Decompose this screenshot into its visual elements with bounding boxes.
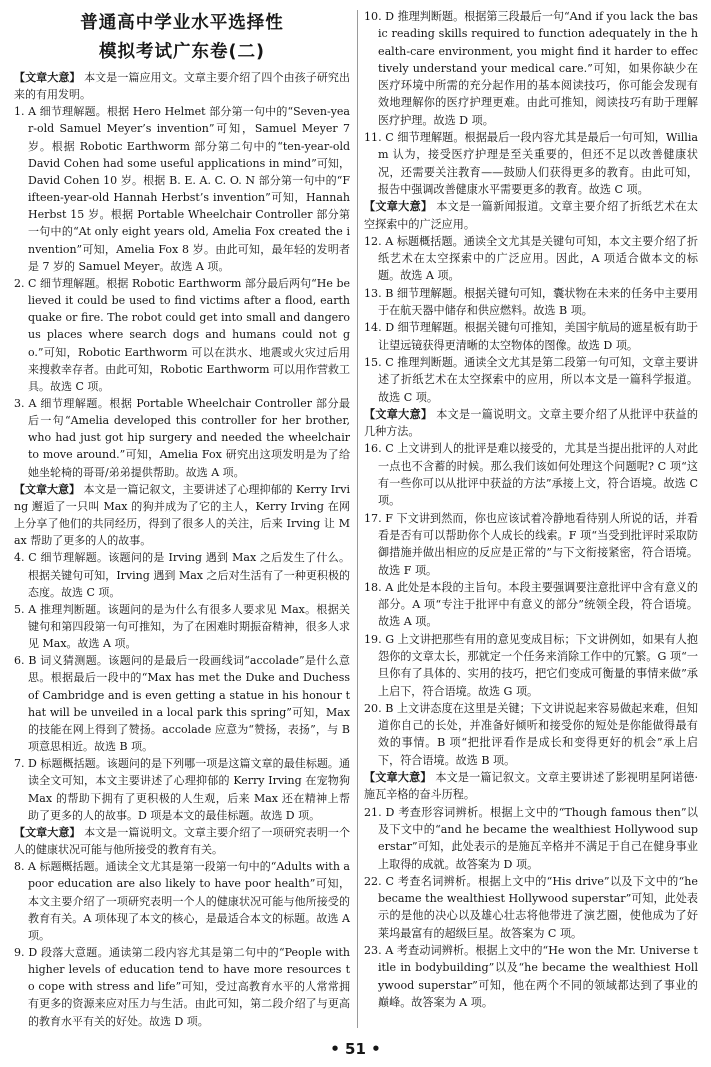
article-summary [14, 481, 350, 550]
explanation-text: 4. C 细节理解题。该题问的是 Irving 遇到 Max 之后发生了什么。根据关键句可知，Irving 遇到 Max 之后对生活有了一种更积极的态度。故选 C 项。 [14, 551, 350, 599]
answer-explanation [364, 631, 698, 700]
explanation-text: 15. C 推理判断题。通读全文尤其是第二段第一句可知，文章主要讲述了折纸艺术在太空探索中的应用，所以本文是一篇科学报道。故选 C 项。 [364, 355, 698, 404]
explanation-text: 18. A 此处是本段的主旨句。本段主要强调要注意批评中含有意义的部分。A 项“专注于批评中有意义的部分”统领全段，符合语境。故选 A 项。 [364, 580, 698, 629]
explanation-text: 23. A 考查动词辨析。根据上文中的“He won the Mr. Universe title in bodybuilding”以及“he became the wealthiest Hollywood superstar”可知，他在两个不同的领域都达到了事业的巅峰。故答案为 A 项。 [364, 944, 698, 1009]
answer-explanation [364, 8, 698, 129]
page-title-line-1: 普通高中学业水平选择性 [80, 13, 284, 33]
answer-explanation [364, 285, 698, 320]
answer-explanation [14, 549, 350, 600]
article-summary [14, 824, 350, 858]
answer-explanation [14, 275, 350, 395]
explanation-text: 9. D 段落大意题。通读第二段内容尤其是第二句中的“People with higher levels of education tend to have more resources to cope with stress and life”可知，受过高教育水平的人常常拥有更多的资源来应对压力与生活。由此可知，第二段介绍了与更高的教育水平有关的好处。故选 D 项。 [14, 945, 350, 1028]
column-divider [357, 10, 358, 1028]
explanation-text: 1. A 细节理解题。根据 Hero Helmet 部分第一句中的“Seven-year-old Samuel Meyer’s invention”可知，Samuel Meyer 7 岁。根据 Robotic Earthworm 部分第二句中的“ten-year-old David Cohen had some useful applications in mind”可知，David Cohen 10 岁。根据 B. E. A. C. O. N 部分第一句中的“Fifteen-year-old Hannah Herbst’s invention”可知，Hannah Herbst 15 岁。根据 Portable Wheelchair Controller 部分第一句中的“At only eight years old, Amelia Fox created the invention”可知，Amelia Fox 8 岁。由此可知，最年轻的发明者是 7 岁的 Samuel Meyer。故选 A 项。 [14, 105, 350, 273]
article-summary [364, 406, 698, 441]
answer-explanation [14, 858, 350, 944]
page-number: • 51 • [330, 1040, 381, 1058]
page-title-line-2: 模拟考试广东卷(二) [99, 42, 265, 62]
answer-explanation [364, 440, 698, 509]
summary-tag: 【文章大意】 [14, 825, 81, 839]
answer-explanation [14, 395, 350, 481]
explanation-text: 14. D 细节理解题。根据关键句可推知，美国宇航局的遮星板有助于让望远镜获得更清晰的太空物体的图像。故选 D 项。 [364, 321, 698, 352]
answer-explanation [364, 942, 698, 1011]
summary-tag: 【文章大意】 [14, 71, 81, 84]
answer-explanation [364, 319, 698, 354]
explanation-text: 2. C 细节理解题。根据 Robotic Earthworm 部分最后两句“He believed it could be used to find victims after a flood, earthquake or fire. The robot could get into small and dangerous places where search dogs and humans could not go.”可知，Robotic Earthworm 可以在洪水、地震或火灾过后用来搜救幸存者。由此可知，Robotic Earthworm 可以用作营救工具。故选 C 项。 [14, 276, 350, 393]
explanation-text: 20. B 上文讲态度在这里是关键；下文讲说起来容易做起来难，但知道你自己的长处，并准备好倾听和接受你的短处是你能做得最有效的事情。B 项“把批评看作是成长和变得更好的机会”承上启下，符合语境。故选 B 项。 [364, 701, 698, 767]
explanation-text: 10. D 推理判断题。根据第三段最后一句“And if you lack the basic reading skills required to function adequately in the health-care environment, you might find it harder to effectively understand your medical care.”可知，如果你缺少在医疗环境中所需的充分起作用的基本阅读技巧，你可能会发现有效地理解你的医疗护理更难。由此可推知，阅读技巧有助于理解医疗护理。故选 D 项。 [364, 10, 698, 127]
article-summary [364, 769, 698, 804]
answer-explanation [364, 233, 698, 285]
explanation-text: 16. C 上文讲到人的批评是难以接受的，尤其是当提出批评的人对此一点也不含蓄的时候。那么我们该如何处理这个问题呢? C 项“这有一些你可以从批评中获益的方法”承接上文，符合语境。故选 C 项。 [364, 442, 698, 508]
explanation-text: 22. C 考查名词辨析。根据上文中的“His drive”以及下文中的“he became the wealthiest Hollywood superstar”可知，此处表示的是他的决心以及雄心壮志将他带进了演艺圈，使他成为了好莱坞最富有的超级巨星。故答案为 C 项。 [364, 874, 698, 940]
answer-explanation [364, 510, 698, 579]
explanation-text: 3. A 细节理解题。根据 Portable Wheelchair Controller 部分最后一句“Amelia developed this controller for her brother, who had just got hip surgery and needed the wheelchair to move around.”可知，Amelia Fox 研究出这项发明是为了给她坐轮椅的哥哥/弟弟提供帮助。故选 A 项。 [14, 396, 350, 479]
explanation-text: 21. D 考查形容词辨析。根据上文中的“Though famous then”以及下文中的“and he became the wealthiest Hollywood superstar”可知，此处表示的是施瓦辛格并不满足于自己在健身事业上取得的成就。故答案为 D 项。 [364, 805, 698, 871]
answer-explanation [364, 129, 698, 198]
summary-tag: 【文章大意】 [364, 200, 433, 214]
summary-text: 本文是一篇说明文。文章主要介绍了一项研究表明一个人的健康状况可能与他所接受的教育有关。 [14, 825, 351, 857]
answer-explanation [14, 652, 350, 755]
summary-text: 本文是一篇说明文。文章主要介绍了从批评中获益的几种方法。 [364, 407, 698, 439]
left-column [14, 8, 350, 1030]
summary-text: 本文是一篇新闻报道。文章主要介绍了折纸艺术在太空探索中的广泛应用。 [364, 200, 698, 231]
answer-explanation [14, 944, 350, 1030]
explanation-text: 5. A 推理判断题。该题问的是为什么有很多人要求见 Max。根据关键句和第四段第一句可推知，为了在困难时期振奋精神，很多人求见 Max。故选 A 项。 [14, 602, 350, 651]
explanation-text: 8. A 标题概括题。通读全文尤其是第一段第一句中的“Adults with a poor education are also likely to have poor health”可知，本文主要介绍了一项研究表明一个人的健康状况可能与他所接受的教育有关。A 项体现了本文的核心，是最适合本文的标题。故选 A 项。 [14, 860, 350, 942]
explanation-text: 11. C 细节理解题。根据最后一段内容尤其是最后一句可知，William 认为，接受医疗护理是至关重要的，但还不足以改善健康状况，还需要关注教育——鼓励人们获得更多的教育。由此可知，报告中强调改善健康水平需要更多的教育。故选 C 项。 [364, 131, 698, 196]
answer-explanation [14, 601, 350, 652]
answer-explanation [14, 755, 350, 824]
explanation-text: 12. A 标题概括题。通读全文尤其是关键句可知，本文主要介绍了折纸艺术在太空探索中的广泛应用。因此，A 项适合做本文的标题。故选 A 项。 [364, 234, 698, 283]
explanation-text: 7. D 标题概括题。该题问的是下列哪一项是这篇文章的最佳标题。通读全文可知，本文主要讲述了心理抑郁的 Kerry Irving 在宠物狗 Max 的帮助下拥有了更积极的人生观，后来 Max 还在精神上帮助了更多的人的故事。D 项是本文的最佳标题。故选 D 项。 [14, 757, 350, 822]
explanation-text: 17. F 下文讲到然而，你也应该试着冷静地看待别人所说的话，并看看是否有可以帮助你个人成长的线索。F 项“当受到批评时采取防御措施并做出相应的反应是正常的”与下文衔接紧密，符合语境。故选 F 项。 [364, 511, 698, 577]
answer-explanation [364, 579, 698, 631]
answer-explanation [364, 804, 698, 873]
summary-text: 本文是一篇记叙文。文章主要讲述了影视明星阿诺德·施瓦辛格的奋斗历程。 [364, 771, 698, 802]
answer-explanation [364, 700, 698, 769]
answer-explanation [364, 873, 698, 942]
answer-explanation [364, 354, 698, 406]
summary-tag: 【文章大意】 [364, 771, 432, 785]
summary-text: 本文是一篇记叙文，主要讲述了心理抑郁的 Kerry Irving 邂逅了一只叫 Max 的狗并成为了它的主人，Kerry Irving 在网上分享了他们的共同经历，得到了很多人的关注，后来 Irving 让 Max 帮助了更多的人的故事。 [14, 482, 350, 548]
summary-tag: 【文章大意】 [14, 482, 80, 496]
summary-text: 本文是一篇应用文。文章主要介绍了四个由孩子研究出来的有用发明。 [14, 71, 351, 102]
article-summary [14, 69, 350, 103]
right-column [364, 8, 698, 1011]
summary-tag: 【文章大意】 [364, 407, 433, 421]
explanation-text: 13. B 细节理解题。根据关键句可知，囊状物在未来的任务中主要用于在航天器中储存和供应燃料。故选 B 项。 [364, 286, 698, 318]
explanation-text: 19. G 上文讲把那些有用的意见变成目标；下文讲例如，如果有人抱怨你的文章太长，那就定一个任务来消除工作中的冗繁。G 项“一旦你有了具体的、实用的技巧，把它们变成可衡量的事情来做”承上启下，符合语境。故选 G 项。 [364, 632, 698, 698]
explanation-text: 6. B 词义猜测题。该题问的是最后一段画线词“accolade”是什么意思。根据最后一段中的“Max has met the Duke and Duchess of Cambridge and is even getting a statue in his honour that will be unveiled in a local park this spring”可知，Max 的技能在网上得到了赞扬。accolade 应意为“赞扬，表扬”，与 B 项意思相近。故选 B 项。 [14, 654, 350, 754]
article-summary [364, 198, 698, 233]
answer-explanation [14, 103, 350, 275]
